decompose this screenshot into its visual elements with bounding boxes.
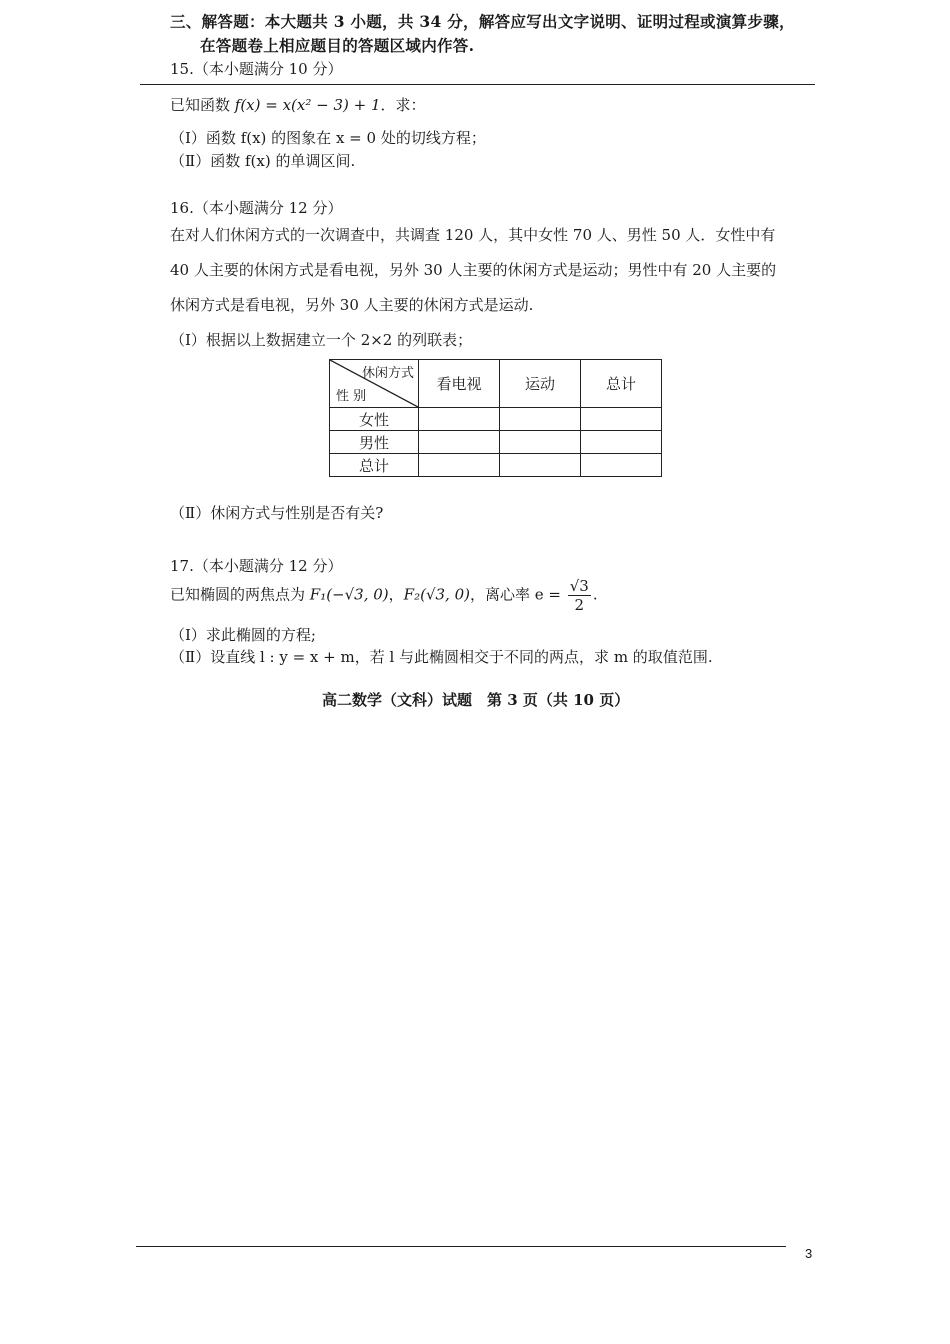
focus-f2: F₂(√3, 0) (403, 585, 470, 604)
q17-heading: 17.（本小题满分 12 分） (170, 557, 343, 575)
q17-eccentricity-label: ，离心率 e = (469, 585, 566, 604)
table-cell (419, 454, 500, 477)
row-header-total: 总计 (330, 454, 419, 477)
corner-label-bottom: 性 别 (336, 389, 367, 404)
q17-stem-prefix: 已知椭圆的两焦点为 (170, 585, 310, 604)
table-cell (419, 431, 500, 454)
row-header-female: 女性 (330, 408, 419, 431)
q16-heading: 16.（本小题满分 12 分） (170, 199, 343, 217)
page-number: 3 (805, 1246, 813, 1261)
q15-function: f(x) = x(x² − 3) + 1 (234, 96, 381, 114)
q16-paragraph-line2: 40 人主要的休闲方式是看电视，另外 30 人主要的休闲方式是运动；男性中有 20 人主要的 (170, 261, 777, 279)
corner-label-top: 休闲方式 (361, 366, 414, 381)
row-header-male: 男性 (330, 431, 419, 454)
column-header-tv: 看电视 (419, 360, 500, 408)
section-title-line1: 三、解答题：本大题共 3 小题，共 34 分，解答应写出文字说明、证明过程或演算步骤， (170, 12, 795, 31)
fraction-numerator: √3 (569, 577, 589, 595)
q15-heading: 15.（本小题满分 10 分） (170, 60, 343, 78)
focus-f1: F₁(−√3, 0) (309, 585, 389, 604)
column-header-total: 总计 (581, 360, 662, 408)
table-cell (419, 408, 500, 431)
q15-part1: （Ⅰ）函数 f(x) 的图象在 x = 0 处的切线方程； (170, 129, 486, 147)
q16-paragraph-line1: 在对人们休闲方式的一次调查中，共调查 120 人，其中女性 70 人、男性 50 人．女性中有 (170, 226, 776, 244)
table-row (330, 454, 662, 477)
q16-part1: （Ⅰ）根据以上数据建立一个 2×2 的列联表； (170, 331, 473, 349)
q17-stem (170, 577, 598, 614)
q17-part1: （Ⅰ）求此椭圆的方程; (170, 626, 316, 644)
table-corner-cell (330, 360, 419, 408)
table-cell (581, 408, 662, 431)
table-cell (500, 408, 581, 431)
table-header-row (330, 360, 662, 408)
q16-paragraph-line3: 休闲方式是看电视，另外 30 人主要的休闲方式是运动. (170, 296, 534, 314)
table-row (330, 408, 662, 431)
q15-stem (170, 94, 426, 115)
contingency-table (329, 359, 662, 477)
q15-part2: （Ⅱ）函数 f(x) 的单调区间. (170, 152, 356, 170)
bottom-divider (136, 1246, 786, 1247)
top-divider (140, 84, 815, 85)
q15-stem-prefix: 已知函数 (170, 96, 235, 114)
fraction-denominator: 2 (574, 596, 585, 614)
q15-stem-suffix: ．求： (380, 96, 426, 114)
page-footer-title: 高二数学（文科）试题 第 3 页（共 10 页） (322, 691, 630, 709)
q17-stem-end: . (592, 585, 598, 604)
q17-separator: ， (388, 585, 404, 604)
column-header-sport: 运动 (500, 360, 581, 408)
section-title-line2: 在答题卷上相应题目的答题区域内作答. (200, 36, 475, 55)
eccentricity-fraction (568, 577, 591, 614)
table-row (330, 431, 662, 454)
table-cell (500, 454, 581, 477)
table-cell (581, 431, 662, 454)
q16-part2: （Ⅱ）休闲方式与性别是否有关? (170, 504, 384, 522)
table-cell (581, 454, 662, 477)
table-cell (500, 431, 581, 454)
q17-part2: （Ⅱ）设直线 l : y = x + m，若 l 与此椭圆相交于不同的两点，求 m 的取值范围. (170, 648, 713, 666)
